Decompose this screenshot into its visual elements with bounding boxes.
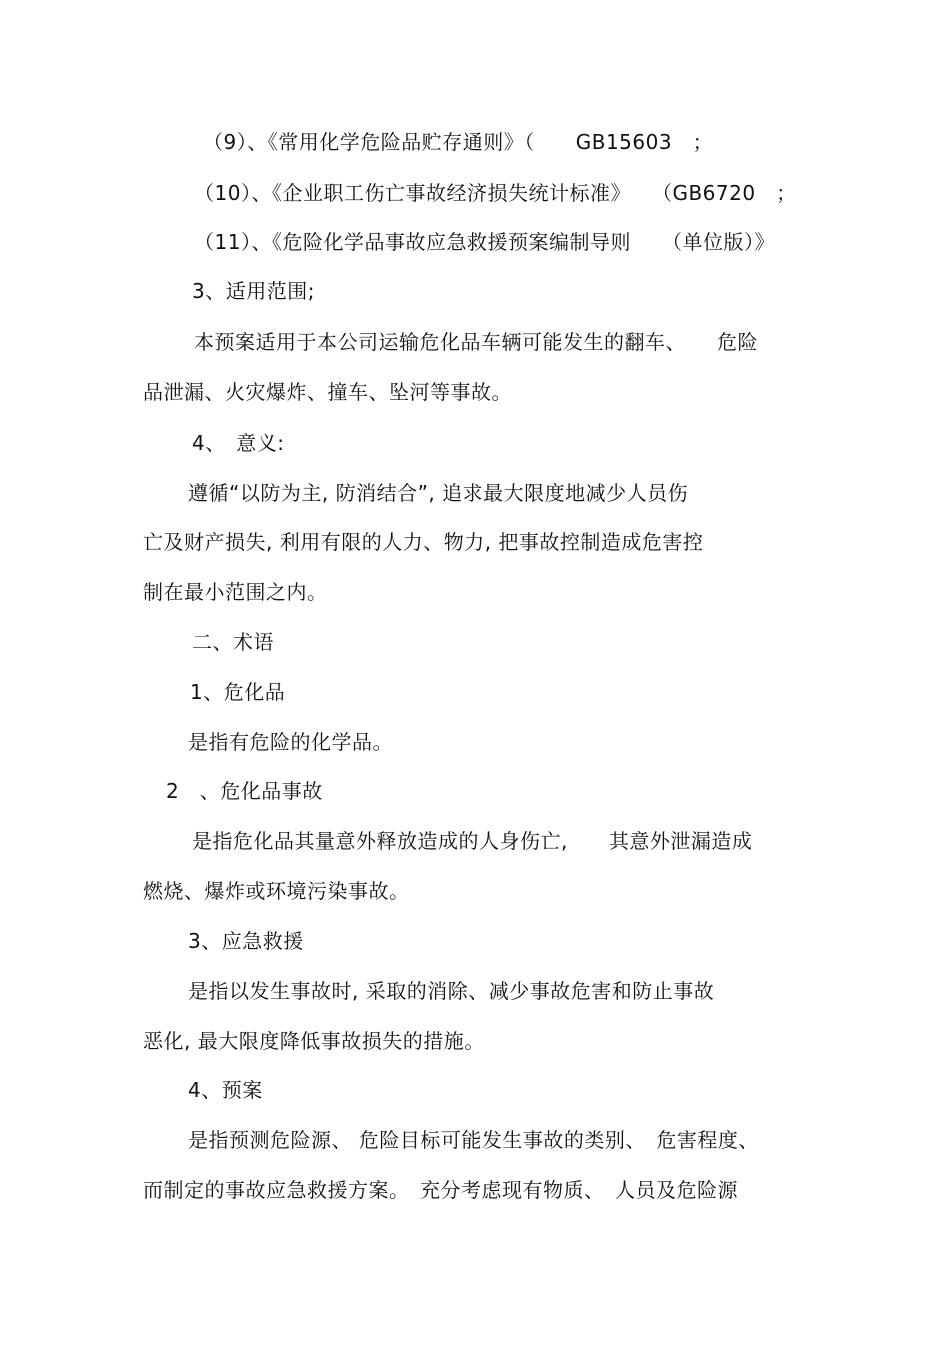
- text-line: 是指有危险的化学品。: [188, 730, 393, 754]
- term-heading: 3、应急救援: [188, 929, 304, 953]
- term-heading: 2 、危化品事故: [166, 779, 323, 803]
- section-heading: 3、适用范围;: [192, 279, 315, 303]
- text-line: 制在最小范围之内。: [143, 580, 328, 604]
- text-line: 品泄漏、火灾爆炸、撞车、坠河等事故。: [143, 380, 512, 404]
- section-heading: 4、 意义:: [192, 431, 285, 455]
- term-heading: 1、危化品: [190, 680, 286, 704]
- text-line: （10）、《企业职工伤亡事故经济损失统计标准》 （GB6720 ；: [194, 181, 797, 205]
- text-line: 遵循“以防为主, 防消结合”, 追求最大限度地减少人员伤: [188, 481, 689, 505]
- section-heading: 二、术语: [192, 630, 274, 654]
- text-line: 本预案适用于本公司运输危化品车辆可能发生的翻车、 危险: [194, 330, 758, 354]
- text-line: （11）、《危险化学品事故应急救援预案编制导则 （单位版）》: [194, 230, 775, 254]
- term-heading: 4、预案: [188, 1078, 263, 1102]
- text-line: 亡及财产损失, 利用有限的人力、物力, 把事故控制造成危害控: [143, 530, 704, 554]
- text-line: 恶化, 最大限度降低事故损失的措施。: [143, 1029, 485, 1053]
- text-line: 燃烧、爆炸或环境污染事故。: [143, 879, 410, 903]
- text-line: （9）、《常用化学危险品贮存通则》（ GB15603 ；: [203, 130, 714, 154]
- text-line: 是指预测危险源、 危险目标可能发生事故的类别、 危害程度、: [188, 1128, 759, 1152]
- text-line: 而制定的事故应急救援方案。 充分考虑现有物质、 人员及危险源: [143, 1178, 738, 1202]
- text-line: 是指以发生事故时, 采取的消除、减少事故危害和防止事故: [188, 979, 715, 1003]
- text-line: 是指危化品其量意外释放造成的人身伤亡, 其意外泄漏造成: [192, 829, 753, 853]
